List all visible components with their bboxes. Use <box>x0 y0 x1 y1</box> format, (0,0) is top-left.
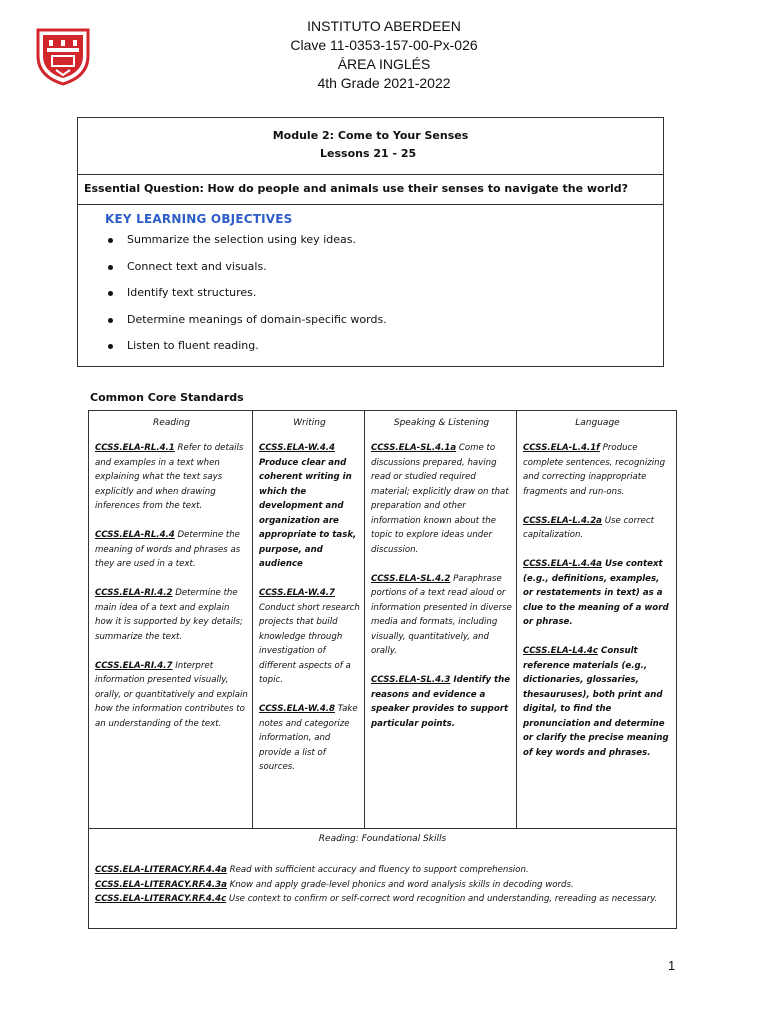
standard-item: CCSS.ELA-L.4.2a Use correct capitalization. <box>523 515 654 540</box>
standard-code: CCSS.ELA-RI.4.2 <box>95 588 173 598</box>
standard-code: CCSS.ELA-L4.4c <box>523 646 599 656</box>
standard-code: CCSS.ELA-SL.4.2 <box>371 573 451 584</box>
objective-item: Identify text structures. <box>108 280 663 307</box>
standard-code: CCSS.ELA-L.4.1f <box>523 443 600 453</box>
bullet-icon <box>108 291 113 296</box>
standards-columns <box>89 411 676 829</box>
essential-question <box>78 175 663 205</box>
standard-code: CCSS.ELA-W.4.4 <box>259 443 336 453</box>
page-number: 1 <box>668 958 676 973</box>
bullet-icon <box>108 318 113 323</box>
standard-item: CCSS.ELA-RL.4.4 Determine the meaning of words and phrases as they are used in a text. <box>95 530 241 569</box>
objective-item: Listen to fluent reading. <box>108 333 663 360</box>
standard-item: CCSS.ELA-L.4.4a Use context (e.g., definitions, examples, or restatements in text) as a clue to the meaning of a word or phrase. <box>523 559 669 627</box>
column-heading: Writing <box>293 418 326 428</box>
school-code: Clave 11-0353-157-00-Px-026 <box>290 37 478 53</box>
column-speaking-listening <box>365 411 517 828</box>
objectives-list <box>78 227 663 360</box>
standard-code: CCSS.ELA-RI.4.7 <box>95 660 173 671</box>
column-writing <box>253 411 365 828</box>
standard-code: CCSS.ELA-L.4.2a <box>523 515 602 526</box>
standard-code: CCSS.ELA-SL.4.1a <box>371 443 457 453</box>
objective-item: Connect text and visuals. <box>108 254 663 281</box>
module-box <box>77 117 664 367</box>
standard-code: CCSS.ELA-W.4.7 <box>259 588 336 598</box>
module-title-cell <box>78 118 663 175</box>
standards-table <box>88 410 677 929</box>
module-title: Module 2: Come to Your Senses <box>272 129 469 142</box>
standard-item: CCSS.ELA-RI.4.7 Interpret information presented visually, orally, or quantitatively and explain how the information contributes to an understanding of the text. <box>95 660 248 729</box>
foundational-skills <box>89 829 676 907</box>
bullet-icon <box>108 238 113 243</box>
standard-code: CCSS.ELA-W.4.8 <box>259 704 336 714</box>
standard-code: CCSS.ELA-L.4.4a <box>523 559 602 569</box>
column-language <box>517 411 676 828</box>
school-name: INSTITUTO ABERDEEN <box>307 18 461 34</box>
column-reading <box>89 411 253 828</box>
foundational-heading: Reading: Foundational Skills <box>318 834 447 844</box>
area-name: ÁREA INGLÉS <box>337 56 431 72</box>
standard-item: CCSS.ELA-RI.4.2 Determine the main idea of a text and explain how it is supported by key details; summarize the text. <box>95 588 243 642</box>
standard-item: CCSS.ELA-LITERACY.RF.4.4c Use context to confirm or self-correct word recognition and understanding, rereading as necessary. <box>95 894 658 904</box>
module-lessons: Lessons 21 - 25 <box>320 147 417 160</box>
standard-code: CCSS.ELA-LITERACY.RF.4.4a <box>95 865 227 875</box>
standards-title: Common Core Standards <box>90 391 244 404</box>
standard-item: CCSS.ELA-L4.4c Consult reference materials (e.g., dictionaries, glossaries, thesauruses), both print and digital, to find the pronunciation and determine or clarify the precise meaning of key words and phrases. <box>523 646 669 758</box>
standard-item: CCSS.ELA-W.4.7 Conduct short research projects that build knowledge through investigation of different aspects of a topic. <box>259 588 360 685</box>
grade-year: 4th Grade 2021-2022 <box>317 75 451 91</box>
bullet-icon <box>108 344 113 349</box>
standard-item: CCSS.ELA-SL.4.3 Identify the reasons and evidence a speaker provides to support particular points. <box>371 675 511 729</box>
essential-question-label: Essential Question: <box>84 182 204 195</box>
column-heading: Language <box>575 418 620 428</box>
standard-item: CCSS.ELA-SL.4.1a Come to discussions prepared, having read or studied required material; explicitly draw on that preparation and other information known about the topic to explore ideas under discussion. <box>371 443 509 555</box>
column-heading: Reading <box>153 418 190 428</box>
essential-question-text: How do people and animals use their senses to navigate the world? <box>207 182 629 195</box>
standard-code: CCSS.ELA-SL.4.3 <box>371 675 451 685</box>
objective-item: Summarize the selection using key ideas. <box>108 227 663 254</box>
standard-item: CCSS.ELA-RL.4.1 Refer to details and examples in a text when explaining what the text says explicitly and when drawing inferences from the text. <box>95 443 244 511</box>
column-heading: Speaking & Listening <box>393 418 490 428</box>
standard-item: CCSS.ELA-L.4.1f Produce complete sentences, recognizing and correcting inappropriate fragments and run-ons. <box>523 443 666 497</box>
objectives-heading: KEY LEARNING OBJECTIVES <box>105 212 293 226</box>
standard-item: CCSS.ELA-W.4.8 Take notes and categorize information, and provide a list of sources. <box>259 704 358 772</box>
objective-item: Determine meanings of domain-specific words. <box>108 307 663 334</box>
standard-code: CCSS.ELA-RL.4.1 <box>95 443 175 453</box>
bullet-icon <box>108 265 113 270</box>
document-header <box>0 17 768 93</box>
standard-code: CCSS.ELA-RL.4.4 <box>95 530 175 540</box>
standard-item: CCSS.ELA-W.4.4 Produce clear and coherent writing in which the development and organization are appropriate to task, purpose, and audience <box>259 443 357 569</box>
standard-item: CCSS.ELA-LITERACY.RF.4.4a Read with sufficient accuracy and fluency to support comprehension. <box>95 865 529 875</box>
standard-code: CCSS.ELA-LITERACY.RF.4.4c <box>95 894 227 904</box>
standard-item: CCSS.ELA-LITERACY.RF.4.3a Know and apply grade-level phonics and word analysis skills in decoding words. <box>95 879 574 890</box>
standard-item: CCSS.ELA-SL.4.2 Paraphrase portions of a text read aloud or information presented in diverse media and formats, including visually, quantitatively, and orally. <box>371 573 512 656</box>
standard-code: CCSS.ELA-LITERACY.RF.4.3a <box>95 879 227 890</box>
